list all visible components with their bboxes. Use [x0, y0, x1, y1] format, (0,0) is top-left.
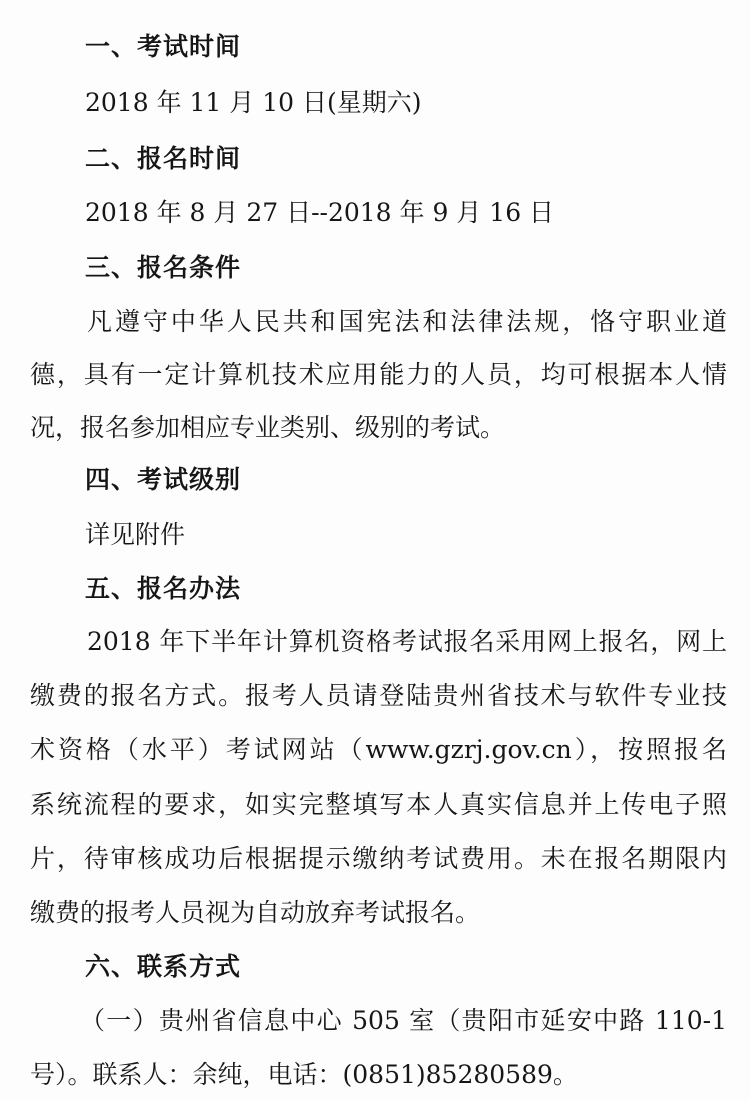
registration-period-text: 2018 年 8 月 27 日--2018 年 9 月 16 日: [85, 198, 555, 227]
see-attachment-text: 详见附件: [85, 520, 186, 549]
section-heading-registration-method: 五、报名办法: [85, 574, 242, 603]
method-line: 缴费的报名方式。报考人员请登陆贵州省技术与软件专业技: [30, 681, 727, 710]
contact-line: 号）。联系人：余纯，电话：(0851)85280589。: [30, 1060, 578, 1089]
section-heading-registration-time: 二、报名时间: [85, 144, 242, 173]
contact-line: （一）贵州省信息中心 505 室（贵阳市延安中路 110-1: [80, 1006, 727, 1035]
exam-date-text: 2018 年 11 月 10 日(星期六): [85, 88, 422, 117]
section-heading-conditions: 三、报名条件: [85, 253, 242, 282]
conditions-line: 凡遵守中华人民共和国宪法和法律法规，恪守职业道: [87, 307, 727, 336]
method-line: 系统流程的要求，如实完整填写本人真实信息并上传电子照: [30, 790, 727, 819]
section-heading-exam-time: 一、考试时间: [85, 32, 242, 61]
method-line: 片，待审核成功后根据提示缴纳考试费用。未在报名期限内: [30, 844, 727, 873]
method-line: 2018 年下半年计算机资格考试报名采用网上报名，网上: [87, 627, 727, 656]
method-line: 缴费的报考人员视为自动放弃考试报名。: [30, 898, 481, 927]
section-heading-contact: 六、联系方式: [85, 952, 242, 981]
conditions-line: 德，具有一定计算机技术应用能力的人员，均可根据本人情: [30, 360, 727, 389]
section-heading-exam-levels: 四、考试级别: [85, 465, 242, 494]
method-line: 术资格（水平）考试网站（www.gzrj.gov.cn），按照报名: [30, 735, 727, 764]
conditions-line: 况，报名参加相应专业类别、级别的考试。: [30, 413, 506, 442]
